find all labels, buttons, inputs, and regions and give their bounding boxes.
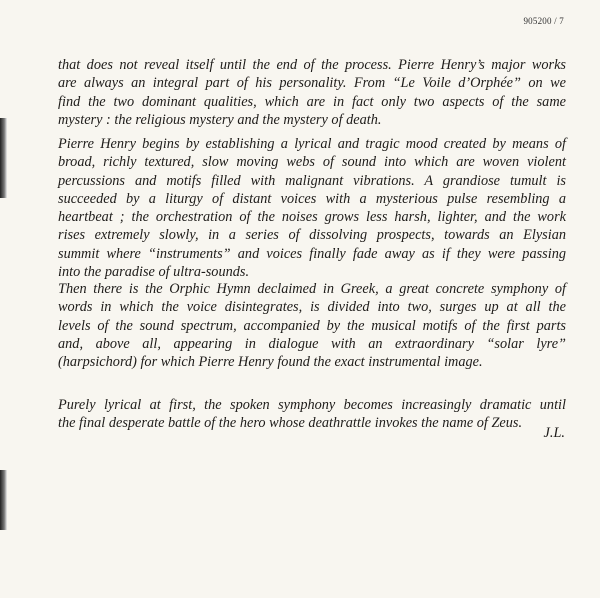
text-line: words in which the voice disintegrates, is divided into two, surges up at all the: [58, 299, 566, 316]
binding-shadow: [0, 118, 7, 198]
text-line: percussions and motifs filled with malignant vibrations. A grandiose tumult is: [58, 172, 566, 189]
text-line: summit where “instruments” and voices finally fade away as if they were passing: [58, 245, 566, 262]
text-line: levels of the sound spectrum, accompanied by the musical motifs of the first parts: [58, 317, 566, 334]
paragraph-2: [58, 135, 566, 281]
text-line: and, above all, appearing in dialogue with an extraordinary “solar lyre”: [58, 335, 566, 352]
text-line: Purely lyrical at first, the spoken symphony becomes increasingly dramatic until: [58, 397, 566, 413]
text-line: find the two dominant qualities, which are in fact only two aspects of the same: [58, 93, 566, 110]
text-line: that does not reveal itself until the end of the process. Pierre Henry’s major works: [58, 57, 566, 73]
paragraph-1: [58, 56, 566, 129]
text-line: rises extremely slowly, in a series of dissolving prospects, towards an Elysian: [58, 227, 566, 244]
text-line: mystery : the religious mystery and the mystery of death.: [58, 111, 382, 128]
page-number: 905200 / 7: [523, 16, 564, 26]
text-line: are always an integral part of his personality. From “Le Voile d’Orphée” on we: [58, 75, 566, 92]
text-line: into the paradise of ultra-sounds.: [58, 264, 250, 281]
text-line: heartbeat ; the orchestration of the noises grows less harsh, lighter, and the work: [58, 209, 566, 226]
paragraph-4: [58, 396, 566, 433]
text-line: Pierre Henry begins by establishing a lyrical and tragic mood created by means of: [58, 136, 566, 152]
binding-shadow: [0, 470, 7, 530]
text-line: Then there is the Orphic Hymn declaimed in Greek, a great concrete symphony of: [58, 281, 566, 297]
text-line: (harpsichord) for which Pierre Henry found the exact instrumental image.: [58, 354, 483, 371]
paragraph-3: [58, 280, 566, 371]
text-line: succeeded by a liturgy of distant voices with a mysterious pulse resembling a: [58, 190, 566, 207]
text-line: broad, richly textured, slow moving webs of sound into which are woven violent: [58, 154, 566, 171]
text-line: the final desperate battle of the hero whose deathrattle invokes the name of Zeus.: [58, 415, 523, 432]
signature: J.L.: [543, 425, 565, 441]
